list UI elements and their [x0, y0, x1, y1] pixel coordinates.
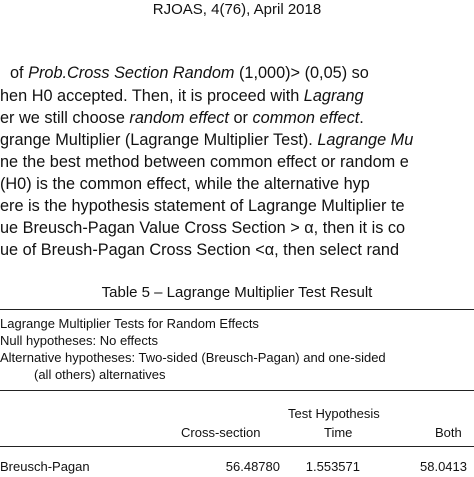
text-run: .: [359, 109, 364, 127]
cell-both: 58.0413: [420, 459, 467, 474]
paragraph-line-5: ne the best method between common effect or random e: [0, 153, 409, 171]
italic-run: Prob.Cross Section Random: [28, 64, 235, 82]
paragraph-line-4: [0, 131, 413, 149]
paragraph-line-1: [0, 64, 369, 82]
row-label: Breusch-Pagan: [0, 459, 90, 474]
column-header-cross-section: Cross-section: [181, 425, 261, 440]
paragraph-line-6: (H0) is the common effect, while the alternative hyp: [0, 175, 370, 193]
text-run: of: [10, 64, 29, 82]
table-note-3: Alternative hypotheses: Two-sided (Breusch-Pagan) and one-sided: [0, 350, 386, 365]
column-header-time: Time: [324, 425, 353, 440]
group-header: Test Hypothesis: [288, 406, 380, 421]
italic-run: random effect: [129, 109, 229, 127]
italic-run: Lagrang: [303, 87, 364, 105]
paragraph-line-8: ue Breusch-Pagan Value Cross Section > α, then it is co: [0, 219, 406, 237]
text-run: grange Multiplier (Lagrange Multiplier Test).: [0, 131, 318, 149]
paragraph-line-7: ere is the hypothesis statement of Lagrange Multiplier te: [0, 197, 405, 215]
journal-header: RJOAS, 4(76), April 2018: [152, 1, 322, 18]
paragraph-line-3: [0, 109, 364, 127]
cell-time: 1.553571: [305, 459, 360, 474]
cell-cross-section: 56.48780: [225, 459, 280, 474]
text-run: (1,000)> (0,05) so: [234, 64, 369, 82]
table-note-4: (all others) alternatives: [34, 367, 166, 382]
table-top-rule: [0, 309, 474, 310]
paragraph-line-2: [0, 87, 364, 105]
paragraph-line-9: ue of Breush-Pagan Cross Section <α, then select rand: [0, 241, 400, 259]
table-header-rule: [0, 446, 474, 447]
column-header-both: Both: [435, 425, 462, 440]
table-note-2: Null hypotheses: No effects: [0, 333, 159, 348]
table-caption: Table 5 – Lagrange Multiplier Test Result: [101, 284, 373, 301]
italic-run: common effect: [252, 109, 360, 127]
text-run: hen H0 accepted. Then, it is proceed with: [0, 87, 304, 105]
text-run: or: [228, 109, 253, 127]
table-note-1: Lagrange Multiplier Tests for Random Effects: [0, 316, 259, 331]
italic-run: Lagrange Mu: [317, 131, 414, 149]
table-mid-rule: [0, 390, 474, 391]
text-run: er we still choose: [0, 109, 130, 127]
